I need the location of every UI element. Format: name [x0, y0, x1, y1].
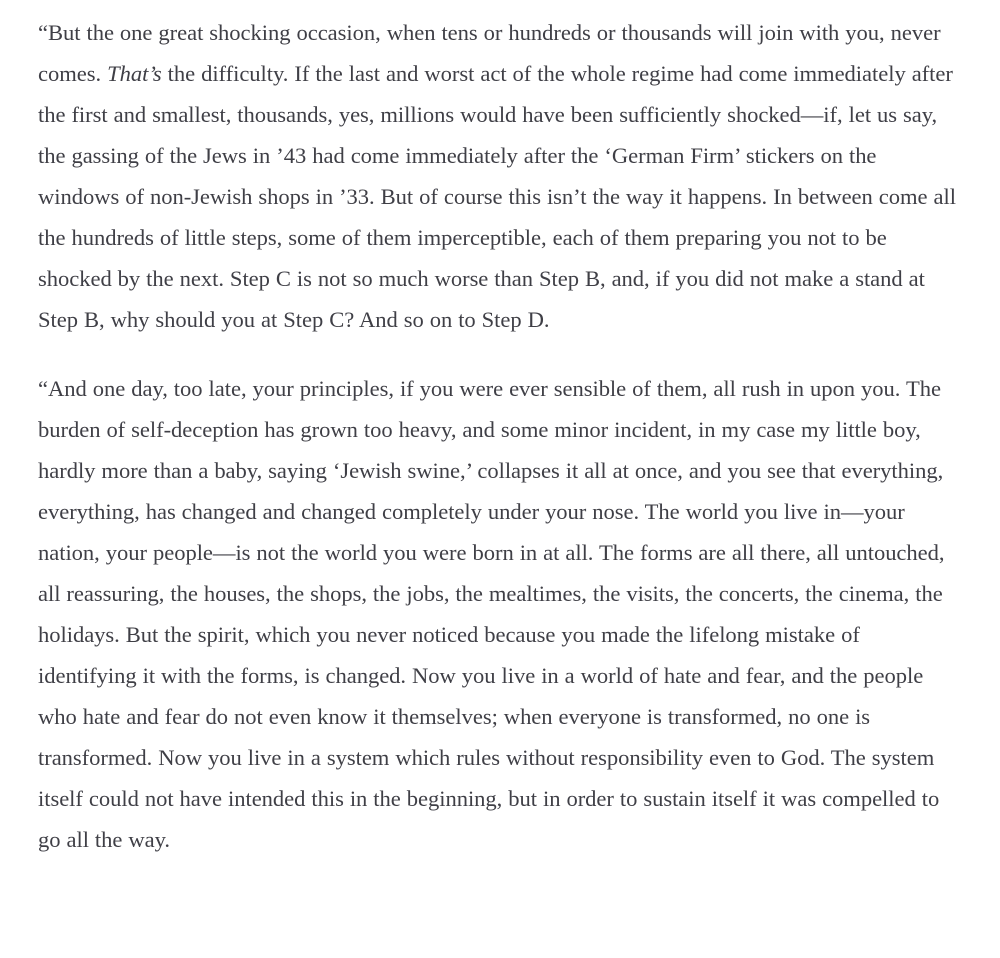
quote-paragraph-2: [38, 368, 962, 860]
paragraph-2-text: “And one day, too late, your principles, if you were ever sensible of them, all rush in upon you. The burden of self-deception has grown too heavy, and some minor incident, in my case my little boy, hardly more than a baby, saying ‘Jewish swine,’ collapses it all at once, and you see that everything, everything, has changed and changed completely under your nose. The world you live in—your nation, your people—is not the world you were born in at all. The forms are all there, all untouched, all reassuring, the houses, the shops, the jobs, the mealtimes, the visits, the concerts, the cinema, the holidays. But the spirit, which you never noticed because you made the lifelong mistake of identifying it with the forms, is changed. Now you live in a world of hate and fear, and the people who hate and fear do not even know it themselves; when everyone is transformed, no one is transformed. Now you live in a system which rules without responsibility even to God. The system itself could not have intended this in the beginning, but in order to sustain itself it was compelled to go all the way.: [38, 376, 945, 852]
paragraph-1-text-end: the difficulty. If the last and worst act of the whole regime had come immediately after the first and smallest, thousands, yes, millions would have been sufficiently shocked—if, let us say, the gassing of the Jews in ’43 had come immediately after the ‘German Firm’ stickers on the windows of non-Jewish shops in ’33. But of course this isn’t the way it happens. In between come all the hundreds of little steps, some of them imperceptible, each of them preparing you not to be shocked by the next. Step C is not so much worse than Step B, and, if you did not make a stand at Step B, why should you at Step C? And so on to Step D.: [38, 61, 956, 332]
paragraph-1-text-start: “But the one great shocking occasion, when tens or hundreds or thousands will join with you, never comes.: [38, 20, 941, 86]
paragraph-1-italic-emphasis: That’s: [107, 61, 162, 86]
quote-paragraph-1: [38, 12, 962, 340]
